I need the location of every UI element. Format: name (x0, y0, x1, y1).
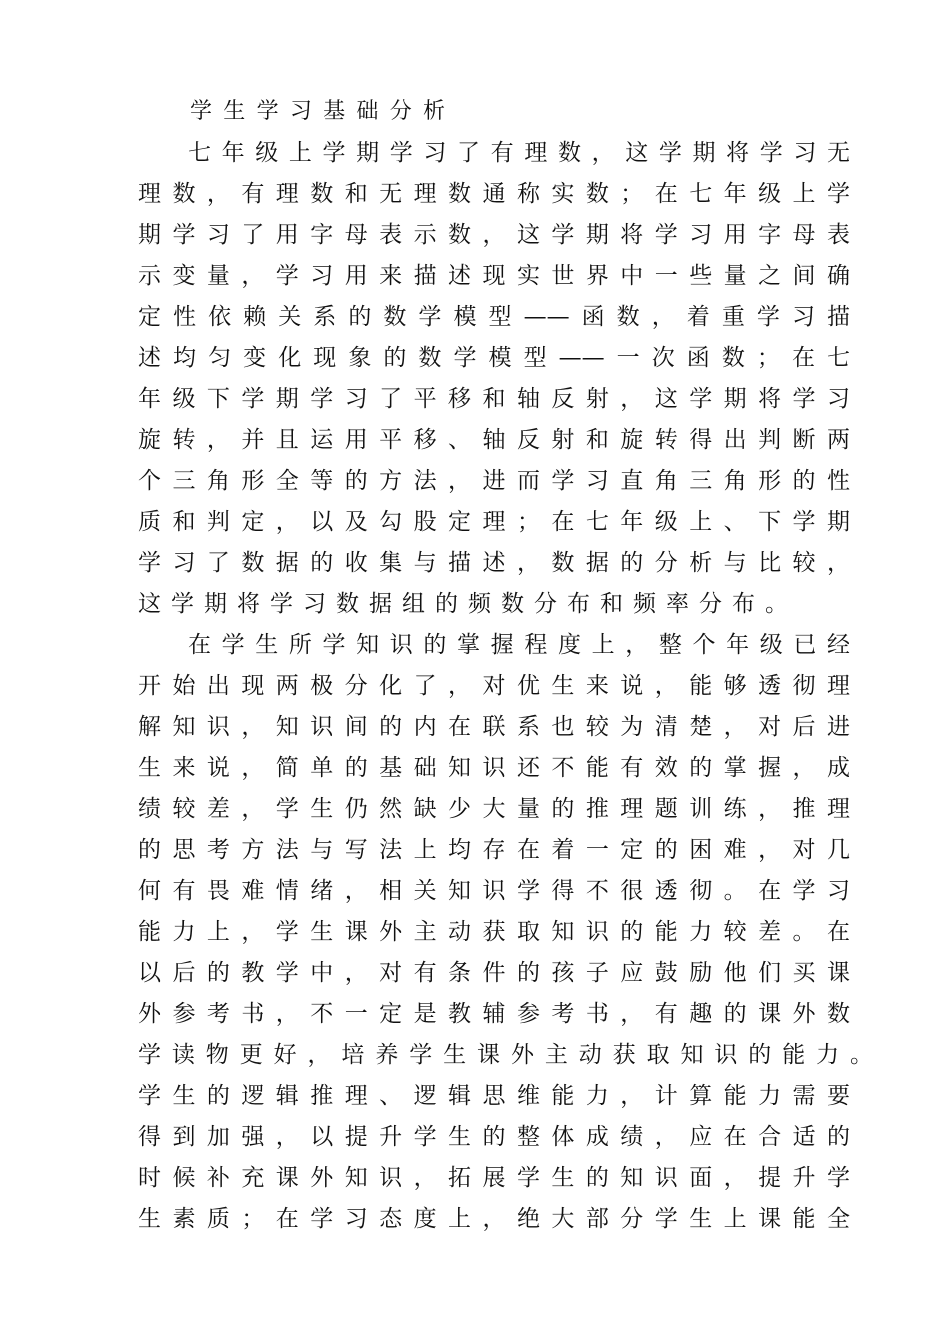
paragraph-line: 绩较差，学生仍然缺少大量的推理题训练，推理 (138, 796, 850, 822)
paragraph-line: 开始出现两极分化了，对优生来说，能够透彻理 (138, 673, 850, 699)
paragraph-line: 质和判定，以及勾股定理；在七年级上、下学期 (138, 509, 850, 535)
paragraph-line: 示变量，学习用来描述现实世界中一些量之间确 (138, 263, 850, 289)
paragraph-line: 在学生所学知识的掌握程度上，整个年级已经 (188, 632, 850, 658)
paragraph-line: 学读物更好，培养学生课外主动获取知识的能力。 (138, 1042, 873, 1068)
paragraph-line: 旋转，并且运用平移、轴反射和旋转得出判断两 (138, 427, 850, 453)
paragraph-line: 生素质；在学习态度上，绝大部分学生上课能全 (138, 1206, 850, 1232)
paragraph-line: 得到加强，以提升学生的整体成绩，应在合适的 (138, 1124, 850, 1150)
document-title: 学生学习基础分析 (190, 99, 445, 124)
paragraph-line: 学生的逻辑推理、逻辑思维能力，计算能力需要 (138, 1083, 850, 1109)
paragraph-line: 这学期将学习数据组的频数分布和频率分布。 (138, 591, 788, 617)
paragraph-line: 期学习了用字母表示数，这学期将学习用字母表 (138, 222, 850, 248)
paragraph-line: 生来说，简单的基础知识还不能有效的掌握，成 (138, 755, 850, 781)
paragraph-line: 时候补充课外知识，拓展学生的知识面，提升学 (138, 1165, 850, 1191)
paragraph-line: 的思考方法与写法上均存在着一定的困难，对几 (138, 837, 850, 863)
paragraph-line: 年级下学期学习了平移和轴反射，这学期将学习 (138, 386, 850, 412)
paragraph-line: 个三角形全等的方法，进而学习直角三角形的性 (138, 468, 850, 494)
paragraph-line: 理数，有理数和无理数通称实数；在七年级上学 (138, 181, 850, 207)
paragraph-line: 以后的教学中，对有条件的孩子应鼓励他们买课 (138, 960, 850, 986)
paragraph-line: 述均匀变化现象的数学模型——一次函数；在七 (138, 345, 850, 371)
paragraph-line: 解知识，知识间的内在联系也较为清楚，对后进 (138, 714, 850, 740)
paragraph-line: 何有畏难情绪，相关知识学得不很透彻。在学习 (138, 878, 850, 904)
paragraph-line: 外参考书，不一定是教辅参考书，有趣的课外数 (138, 1001, 850, 1027)
paragraph-line: 定性依赖关系的数学模型——函数，着重学习描 (138, 304, 850, 330)
paragraph-line: 七年级上学期学习了有理数，这学期将学习无 (188, 140, 850, 166)
paragraph-line: 能力上，学生课外主动获取知识的能力较差。在 (138, 919, 850, 945)
paragraph-line: 学习了数据的收集与描述，数据的分析与比较， (138, 550, 850, 576)
